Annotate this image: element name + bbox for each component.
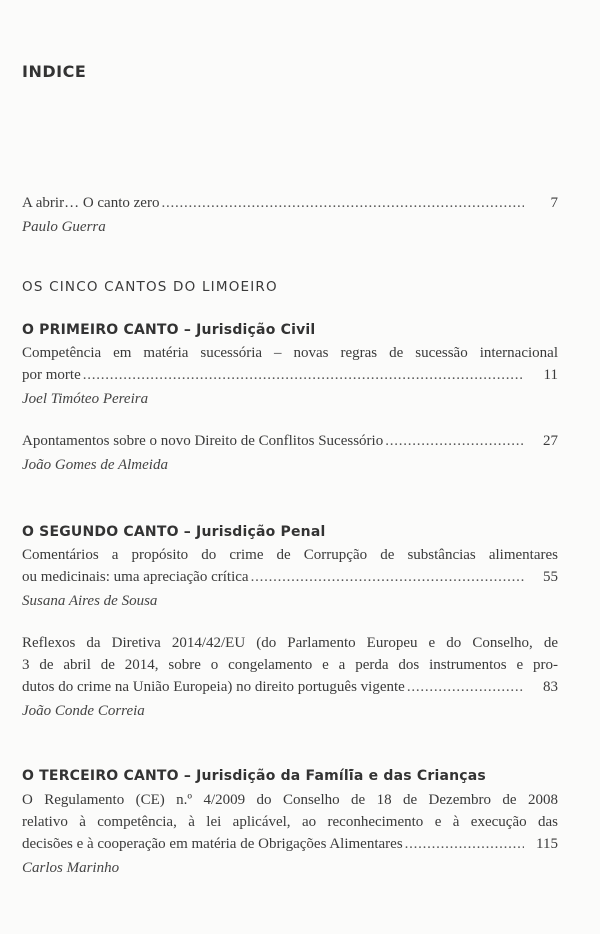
canto-label: O TERCEIRO CANTO – xyxy=(22,768,197,784)
canto-subtitle: Jurisdição Civil xyxy=(196,322,316,338)
entry-author: Paulo Guerra xyxy=(22,219,106,235)
section-heading: OS CINCO CANTOS DO LIMOEIRO xyxy=(22,279,278,295)
page-number: 83 xyxy=(543,679,558,695)
page-number: 11 xyxy=(543,367,558,383)
entry-title: A abrir… O canto zero xyxy=(22,195,160,211)
canto-label: O SEGUNDO CANTO – xyxy=(22,524,197,540)
toc-entry-intro[interactable] xyxy=(22,192,558,238)
dot-leader xyxy=(83,364,524,386)
dot-leader xyxy=(405,833,524,855)
toc-entry[interactable] xyxy=(22,342,558,410)
entry-title-line: Reflexos da Diretiva 2014/42/EU (do Parlamento Europeu e do Conselho, de xyxy=(22,635,558,651)
toc-entry[interactable] xyxy=(22,789,558,879)
entry-author: Susana Aires de Sousa xyxy=(22,593,158,609)
entry-title-line: relativo à competência, à lei aplicável, ao reconhecimento e à execução das xyxy=(22,814,558,830)
entry-author: Carlos Marinho xyxy=(22,860,120,876)
page-number: 7 xyxy=(550,195,558,211)
toc-entry[interactable] xyxy=(22,430,558,476)
dot-leader xyxy=(407,676,524,698)
page-number: 115 xyxy=(536,836,558,852)
entry-title: ou medicinais: uma apreciação crítica xyxy=(22,569,249,585)
canto-subtitle: Jurisdição da Famíli̇̃a e das Crianças xyxy=(196,768,486,784)
entry-title: decisões e à cooperação em matéria de Obrigações Alimentares xyxy=(22,836,403,852)
page-number: 55 xyxy=(543,569,558,585)
canto-heading-terceiro xyxy=(22,768,486,784)
toc-entry[interactable] xyxy=(22,632,558,722)
dot-leader xyxy=(385,430,524,452)
entry-title-line: Competência em matéria sucessória – novas regras de sucessão internacional xyxy=(22,345,558,361)
canto-subtitle: Jurisdição Penal xyxy=(196,524,326,540)
dot-leader xyxy=(161,192,524,214)
entry-title-line: Comentários a propósito do crime de Corrupção de substâncias alimentares xyxy=(22,547,558,563)
entry-title: dutos do crime na União Europeia) no direito português vigente xyxy=(22,679,405,695)
entry-author: Joel Timóteo Pereira xyxy=(22,391,149,407)
canto-heading-primeiro xyxy=(22,322,315,338)
entry-title: por morte xyxy=(22,367,81,383)
toc-entry[interactable] xyxy=(22,544,558,612)
canto-label: O PRIMEIRO CANTO – xyxy=(22,322,197,338)
page-number: 27 xyxy=(543,433,558,449)
entry-title: Apontamentos sobre o novo Direito de Conflitos Sucessório xyxy=(22,433,384,449)
canto-heading-segundo xyxy=(22,524,325,540)
entry-author: João Gomes de Almeida xyxy=(22,457,168,473)
entry-title-line: 3 de abril de 2014, sobre o congelamento e a perda dos instrumentos e pro- xyxy=(22,657,558,673)
dot-leader xyxy=(251,566,524,588)
entry-title-line: O Regulamento (CE) n.º 4/2009 do Conselho de 18 de Dezembro de 2008 xyxy=(22,792,558,808)
page-title: INDICE xyxy=(22,62,87,81)
entry-author: João Conde Correia xyxy=(22,703,145,719)
